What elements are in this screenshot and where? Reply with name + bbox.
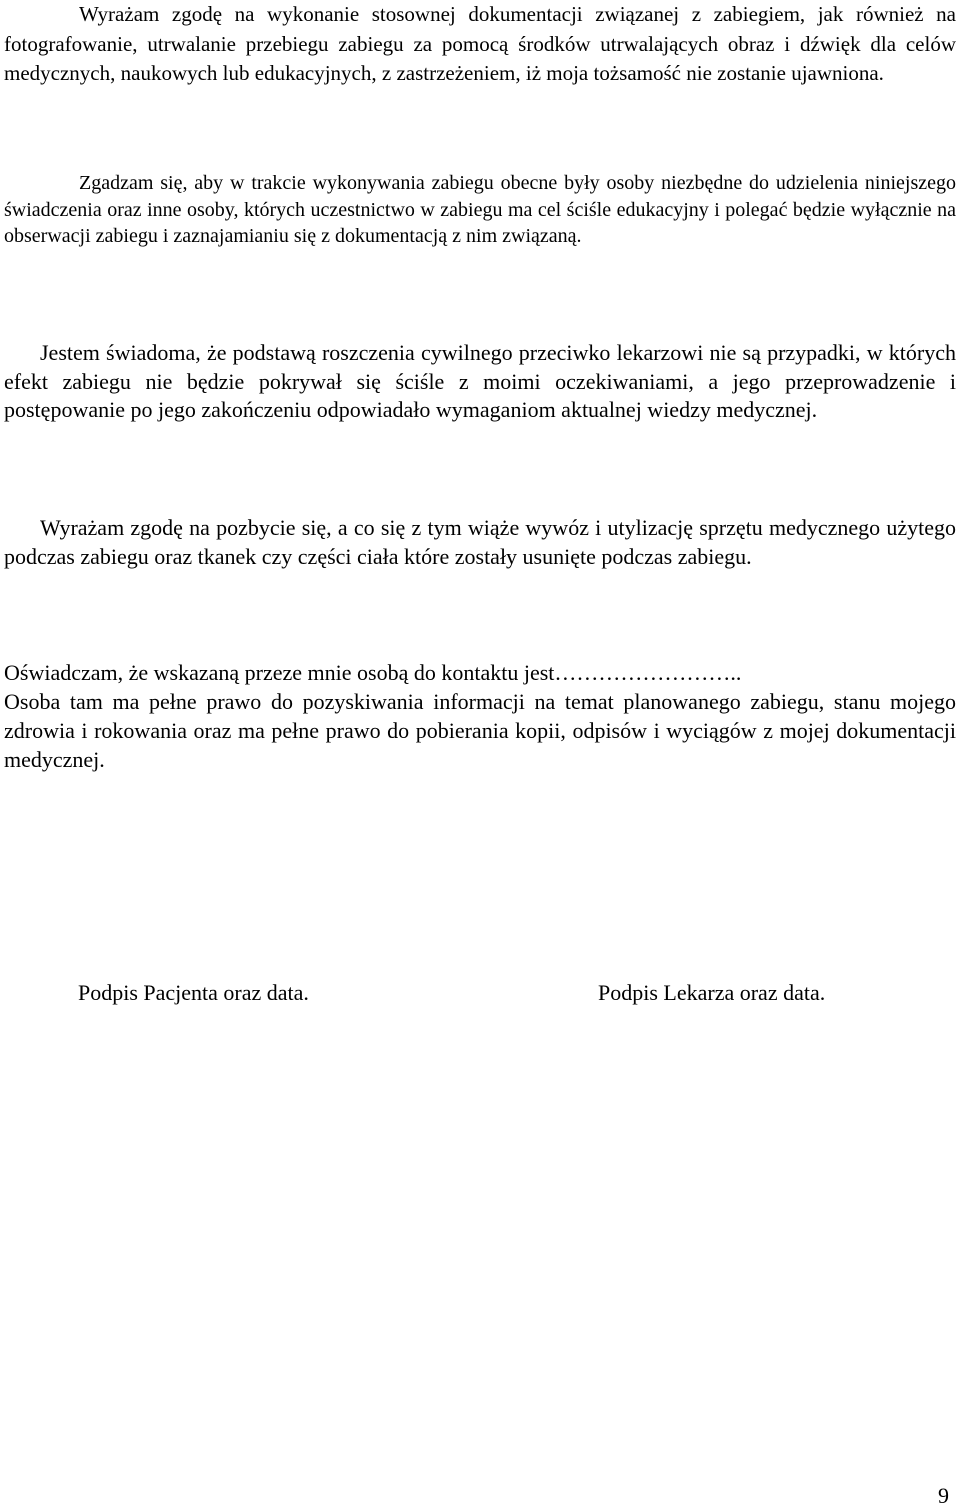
consent-observers-paragraph: Zgadzam się, aby w trakcie wykonywania zabiegu obecne były osoby niezbędne do udzielenia niniejszego świadczenia oraz inne osoby, których uczestnictwo w zabiegu ma cel ściśle edukacyjny i polegać będzie wyłącznie na obserwacji zabiegu i zaznajamianiu się z dokumentacją z nim związaną. bbox=[4, 172, 956, 247]
page-number: 9 bbox=[938, 1483, 949, 1508]
liability-awareness-paragraph: Jestem świadoma, że podstawą roszczenia cywilnego przeciwko lekarzowi nie są przypadki, w których efekt zabiegu nie będzie pokrywał się ściśle z moimi oczekiwaniami, a jego przeprowadzenie i postępowanie po jego zakończeniu odpowiadało wymaganiom aktualnej wiedzy medycznej. bbox=[4, 340, 956, 422]
patient-signature-label: Podpis Pacjenta oraz data. bbox=[78, 980, 309, 1005]
contact-person-statement: Oświadczam, że wskazaną przeze mnie osobą do kontaktu jest…………………….. bbox=[4, 660, 742, 685]
contact-person-rights-paragraph: Osoba tam ma pełne prawo do pozyskiwania informacji na temat planowanego zabiegu, stanu mojego zdrowia i rokowania oraz ma pełne prawo do pobierania kopii, odpisów i wyciągów z mojej dokumentacji medycznej. bbox=[4, 689, 956, 772]
disposal-consent-paragraph: Wyrażam zgodę na pozbycie się, a co się z tym wiąże wywóz i utylizację sprzętu medycznego użytego podczas zabiegu oraz tkanek czy części ciała które zostały usunięte podczas zabiegu. bbox=[4, 515, 956, 569]
doctor-signature-label: Podpis Lekarza oraz data. bbox=[598, 980, 826, 1005]
consent-documentation-paragraph: Wyrażam zgodę na wykonanie stosownej dokumentacji związanej z zabiegiem, jak również na fotografowanie, utrwalanie przebiegu zabiegu za pomocą środków utrwalających obraz i dźwięk dla celów medycznych, naukowych lub edukacyjnych, z zastrzeżeniem, iż moja tożsamość nie zostanie ujawniona. bbox=[4, 2, 956, 85]
